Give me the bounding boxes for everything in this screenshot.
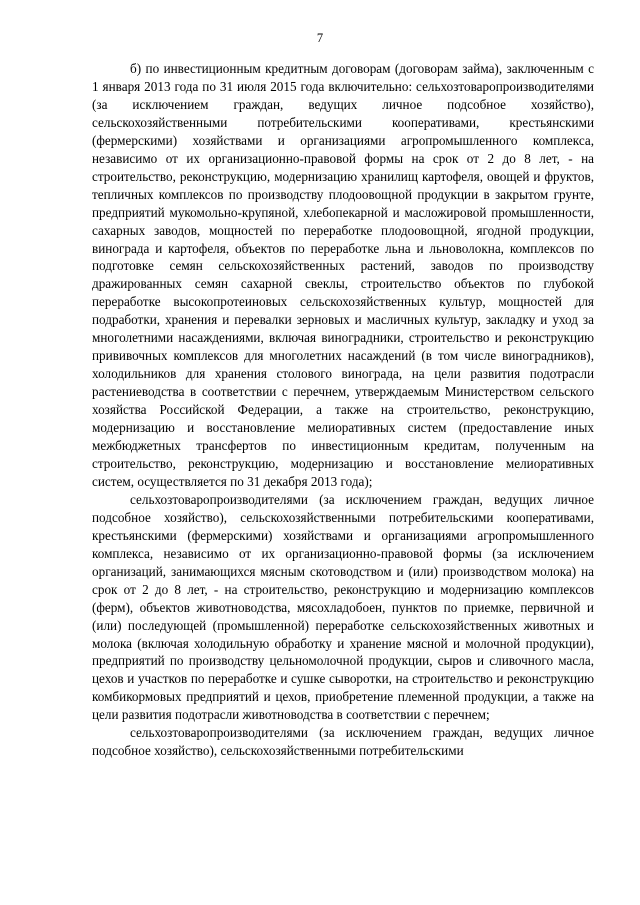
paragraph-producers-continued: сельхозтоваропроизводителями (за исключением граждан, ведущих личное подсобное хозяйство), сельскохозяйственными потребительскими [92,725,594,759]
page-number: 7 [316,31,324,45]
document-body [92,60,594,760]
paragraph-livestock-producers: сельхозтоваропроизводителями (за исключением граждан, ведущих личное подсобное хозяйство), сельскохозяйственными потребительскими кооперативами, крестьянскими (фермерскими) хозяйствами и организациями агропромышленного комплекса, независимо от их организационно-правовой формы (за исключением организаций, занимающихся мясным скотоводством и (или) производством молока) на срок от 2 до 8 лет, - на строительство, реконструкцию и модернизацию комплексов (ферм), объектов животноводства, мясохладобоен, пунктов по приемке, первичной и (или) последующей (промышленной) переработке сельскохозяйственных животных и молока (включая холодильную обработку и хранение мясной и молочной продукции), предприятий по производству цельномолочной продукции, сыров и сливочного масла, цехов и участков по переработке и сушке сыворотки, на строительство и реконструкцию комбикормовых предприятий и цехов, приобретение племенной продукции, а также на цели развития подотрасли животноводства в соответствии с перечнем; [92,491,594,723]
paragraph-investment-loans-crop: б) по инвестиционным кредитным договорам (договорам займа), заключенным с 1 января 2013 года по 31 июля 2015 года включительно: сельхозтоваропроизводителями (за исключением граждан, ведущих личное подсобное хозяйство), сельскохозяйственными потребительскими кооперативами, крестьянскими (фермерскими) хозяйствами и организациями агропромышленного комплекса, независимо от их организационно-правовой формы на срок от 2 до 8 лет, - на строительство, реконструкцию, модернизацию хранилищ картофеля, овощей и фруктов, тепличных комплексов по производству плодоовощной продукции в закрытом грунте, предприятий мукомольно-крупяной, хлебопекарной и масложировой промышленности, сахарных заводов, мощностей по переработке плодоовощной, ягодной продукции, винограда и картофеля, объектов по переработке льна и льноволокна, комплексов по подготовке семян сельскохозяйственных растений, заводов по производству дражированных семян сахарной свеклы, строительство объектов по глубокой переработке высокопротеиновых сельскохозяйственных культур, мощностей для подработки, хранения и перевалки зерновых и масличных культур, закладку и уход за многолетними насаждениями, включая виноградники, строительство и реконструкцию прививочных комплексов для многолетних насаждений (в том числе виноградников), холодильников для хранения столового винограда, на цели развития подотрасли растениеводства в соответствии с перечнем, утверждаемым Министерством сельского хозяйства Российской Федерации, а также на строительство, реконструкцию, модернизацию и восстановление мелиоративных систем (предоставление иных межбюджетных трансфертов по инвестиционным кредитам, полученным на строительство, реконструкцию, модернизацию и восстановление мелиоративных систем, осуществляется по 31 декабря 2013 года); [92,61,594,489]
